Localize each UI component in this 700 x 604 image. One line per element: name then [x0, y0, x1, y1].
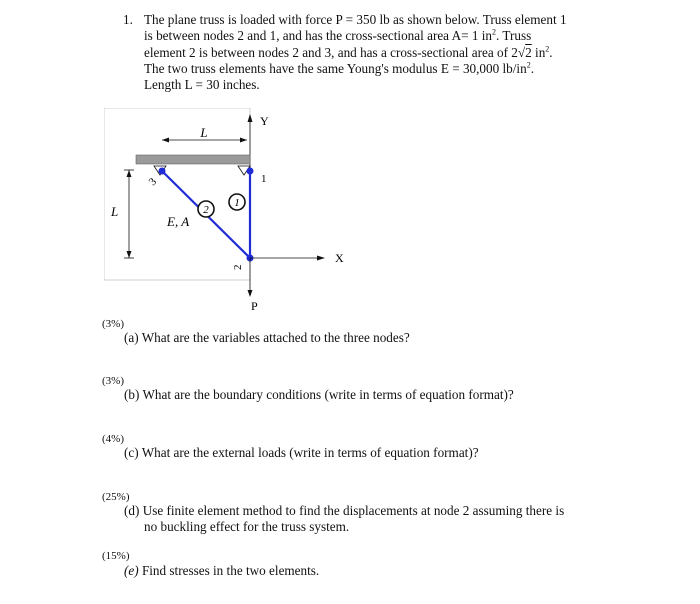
label-X: X [335, 251, 344, 265]
element-label-1: 1 [234, 197, 240, 209]
question-d-weight: (25%) [102, 491, 130, 503]
question-a: (a) What are the variables attached to the three nodes? [124, 330, 410, 345]
problem-line-1: The plane truss is loaded with force P = 350 lb as shown below. Truss element 1 [144, 12, 567, 27]
problem-line-2: is between nodes 2 and 1, and has the cross-sectional area A= 1 $in^2$. Truss [144, 27, 532, 43]
figure-frame [104, 108, 250, 280]
label-L-left: L [111, 204, 119, 219]
load-arrow-head [248, 290, 253, 297]
problem-number: 1. [123, 12, 133, 27]
node-label-1: 1 [261, 173, 267, 185]
x-axis-arrow [317, 256, 325, 261]
ceiling-support [136, 155, 250, 164]
question-a-weight: (3%) [102, 318, 124, 330]
node-1 [247, 168, 254, 175]
node-3 [159, 168, 166, 175]
question-b-weight: (3%) [102, 375, 124, 387]
question-d-line-2: no buckling effect for the truss system. [144, 519, 350, 534]
problem-line-4: The two truss elements have the same Young's modulus E = 30,000 $lb/in^2$. [144, 60, 534, 76]
problem-line-5: Length L = 30 inches. [144, 77, 260, 92]
label-EA: E, A [167, 214, 190, 229]
question-d: (d) Use finite element method to find the displacements at node 2 assuming there is [124, 503, 565, 518]
label-Y: Y [260, 114, 269, 128]
node-label-3: 3 [146, 175, 160, 189]
truss-figure [104, 108, 364, 313]
question-e-weight: (15%) [102, 550, 130, 562]
label-L-top: L [200, 125, 208, 140]
node-label-2: 2 [232, 264, 244, 270]
question-c: (c) What are the external loads (write in terms of equation format)? [124, 445, 479, 460]
label-P: P [251, 299, 258, 313]
problem-line-3: element 2 is between nodes 2 and 3, and has a cross-sectional area of 2√2 $in^2$. [144, 44, 553, 60]
question-b: (b) What are the boundary conditions (write in terms of equation format)? [124, 387, 514, 402]
question-c-weight: (4%) [102, 433, 124, 445]
question-e: (e) Find stresses in the two elements. [124, 563, 320, 578]
element-label-2: 2 [203, 204, 209, 216]
